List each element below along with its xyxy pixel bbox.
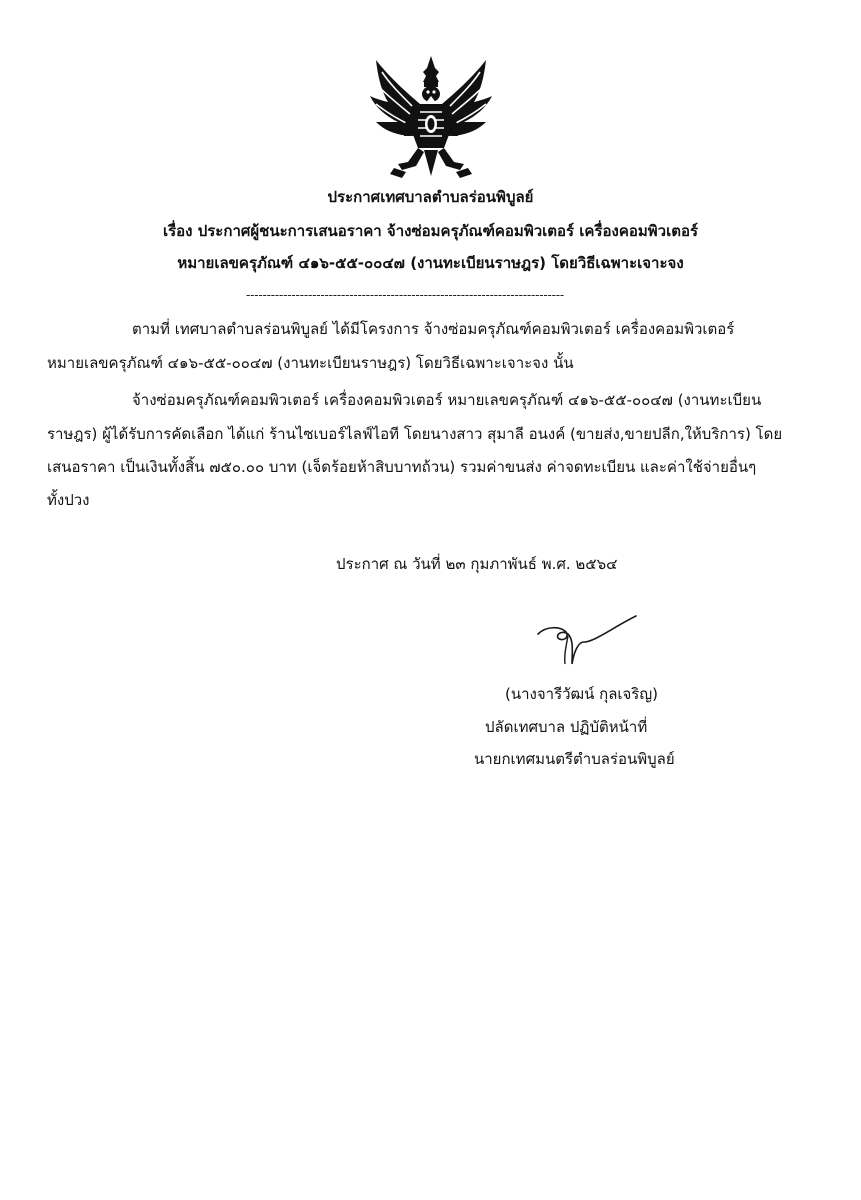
document-subject: เรื่อง ประกาศผู้ชนะการเสนอราคา จ้างซ่อมครุภัณฑ์คอมพิวเตอร์ เครื่องคอมพิวเตอร์ <box>162 222 699 240</box>
signatory-role: นายกเทศมนตรีตำบลร่อนพิบูลย์ <box>474 750 675 768</box>
announcement-date: ประกาศ ณ วันที่ ๒๓ กุมภาพันธ์ พ.ศ. ๒๕๖๔ <box>336 555 618 573</box>
body-line: จ้างซ่อมครุภัณฑ์คอมพิวเตอร์ เครื่องคอมพิวเตอร์ หมายเลขครุภัณฑ์ ๔๑๖-๕๕-๐๐๔๗ (งานทะเบียน <box>132 391 762 409</box>
document-subject-continued: หมายเลขครุภัณฑ์ ๔๑๖-๕๕-๐๐๔๗ (งานทะเบียนราษฎร) โดยวิธีเฉพาะเจาะจง <box>177 254 684 272</box>
body-line: ราษฎร) ผู้ได้รับการคัดเลือก ได้แก่ ร้านไซเบอร์ไลฟ์ไอที โดยนางสาว สุมาลี อนงค์ (ขายส่ง,ขายปลีก,ให้บริการ) โดย <box>47 425 783 443</box>
signatory-position: ปลัดเทศบาล ปฏิบัติหน้าที่ <box>485 718 648 736</box>
body-line: หมายเลขครุภัณฑ์ ๔๑๖-๕๕-๐๐๔๗ (งานทะเบียนราษฎร) โดยวิธีเฉพาะเจาะจง นั้น <box>47 354 574 372</box>
body-line: เสนอราคา เป็นเงินทั้งสิ้น ๗๕๐.๐๐ บาท (เจ็ดร้อยห้าสิบบาทถ้วน) รวมค่าขนส่ง ค่าจดทะเบียน และค่าใช้จ่ายอื่นๆ <box>47 458 757 476</box>
handwritten-signature <box>532 612 642 668</box>
body-line: ทั้งปวง <box>47 491 90 509</box>
body-line: ตามที่ เทศบาลตำบลร่อนพิบูลย์ ได้มีโครงการ จ้างซ่อมครุภัณฑ์คอมพิวเตอร์ เครื่องคอมพิวเตอร์ <box>132 320 735 338</box>
section-divider: ----------------------------------------------------------------------------- <box>246 288 565 302</box>
document-title: ประกาศเทศบาลตำบลร่อนพิบูลย์ <box>327 188 534 206</box>
signatory-name: (นางจารีวัฒน์ กุลเจริญ) <box>505 685 658 703</box>
garuda-emblem-icon <box>368 52 494 180</box>
